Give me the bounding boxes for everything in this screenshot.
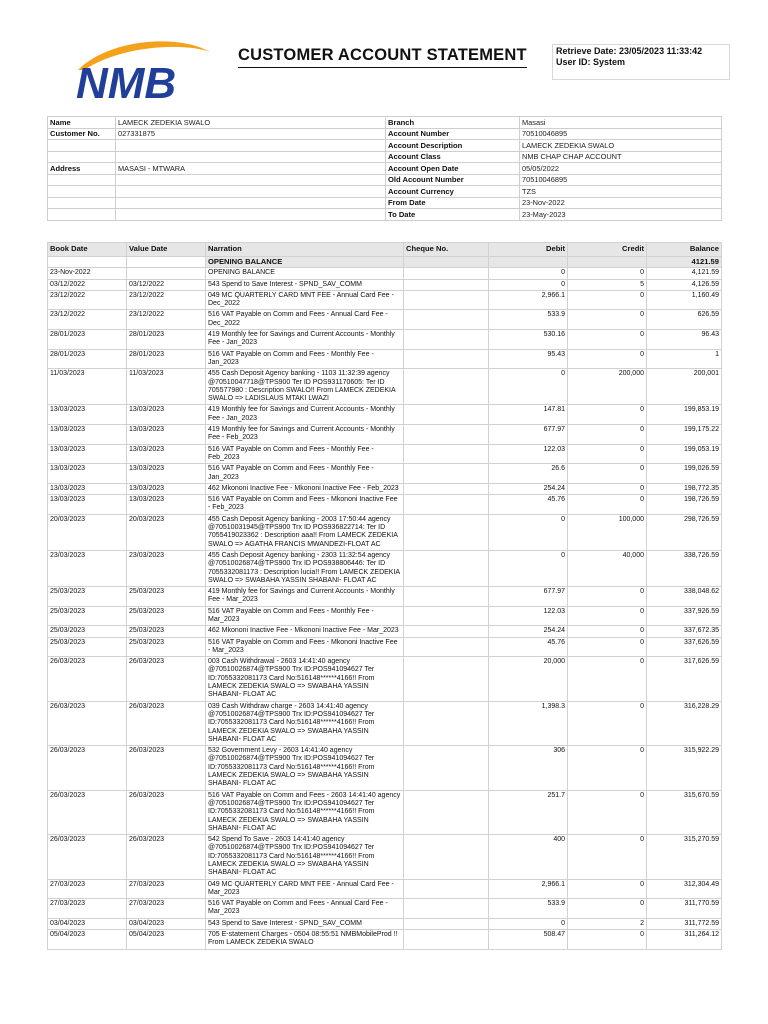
transaction-row bbox=[48, 495, 722, 515]
book-date-cell: 05/04/2023 bbox=[48, 930, 127, 950]
balance-cell: 315,270.59 bbox=[647, 835, 722, 879]
empty-cell bbox=[568, 257, 647, 268]
debit-cell: 508.47 bbox=[489, 930, 568, 950]
name-label: Name bbox=[48, 117, 116, 129]
value-date-cell: 26/03/2023 bbox=[127, 835, 206, 879]
debit-cell: 26.6 bbox=[489, 464, 568, 484]
balance-cell: 200,001 bbox=[647, 369, 722, 405]
debit-cell: 2,966.1 bbox=[489, 290, 568, 310]
value-date-cell: 25/03/2023 bbox=[127, 626, 206, 637]
opening-balance-amount: 4121.59 bbox=[647, 257, 722, 268]
branch-label: Branch bbox=[386, 117, 520, 129]
book-date-cell: 27/03/2023 bbox=[48, 899, 127, 919]
book-date-cell: 28/01/2023 bbox=[48, 330, 127, 350]
cheque-no-cell bbox=[404, 550, 489, 586]
value-date-cell: 27/03/2023 bbox=[127, 899, 206, 919]
value-date-cell bbox=[127, 268, 206, 279]
transaction-row bbox=[48, 587, 722, 607]
balance-cell: 198,772.35 bbox=[647, 483, 722, 494]
account-currency-value: TZS bbox=[520, 186, 722, 198]
cheque-no-cell bbox=[404, 746, 489, 790]
balance-cell: 4,126.59 bbox=[647, 279, 722, 290]
transaction-row bbox=[48, 790, 722, 834]
book-date-cell: 28/01/2023 bbox=[48, 349, 127, 369]
account-description-value: LAMECK ZEDEKIA SWALO bbox=[520, 140, 722, 152]
credit-cell: 0 bbox=[568, 425, 647, 445]
transaction-row bbox=[48, 483, 722, 494]
debit-cell: 0 bbox=[489, 550, 568, 586]
transaction-row bbox=[48, 930, 722, 950]
credit-cell: 0 bbox=[568, 626, 647, 637]
book-date-cell: 25/03/2023 bbox=[48, 606, 127, 626]
transaction-row bbox=[48, 626, 722, 637]
balance-cell: 337,672.35 bbox=[647, 626, 722, 637]
value-date-cell: 28/01/2023 bbox=[127, 330, 206, 350]
narration-cell: 049 MC QUARTERLY CARD MNT FEE - Annual Card Fee - Dec_2022 bbox=[206, 290, 404, 310]
value-date-cell: 20/03/2023 bbox=[127, 514, 206, 550]
value-date-cell: 25/03/2023 bbox=[127, 587, 206, 607]
cheque-no-cell bbox=[404, 405, 489, 425]
book-date-cell: 23/03/2023 bbox=[48, 550, 127, 586]
account-class-value: NMB CHAP CHAP ACCOUNT bbox=[520, 151, 722, 163]
cheque-no-cell bbox=[404, 310, 489, 330]
book-date-cell: 25/03/2023 bbox=[48, 626, 127, 637]
header-credit: Credit bbox=[568, 243, 647, 257]
narration-cell: 003 Cash Withdrawal - 2603 14:41:40 agency @70510026874@TPS900 Trx ID:POS941094627 Ter ID:7055332081173 Card No:516148******4166!! From LAMECK ZEDEKIA SWALO => SWABAHA YASSIN SHABANI- FLOAT AC bbox=[206, 657, 404, 701]
credit-cell: 0 bbox=[568, 444, 647, 464]
empty-cell bbox=[48, 186, 116, 198]
credit-cell: 0 bbox=[568, 349, 647, 369]
value-date-cell: 13/03/2023 bbox=[127, 483, 206, 494]
narration-cell: 705 E-statement Charges - 0504 08:55:51 NMBMobileProd !! From LAMECK ZEDEKIA SWALO bbox=[206, 930, 404, 950]
address-value: MASASI - MTWARA bbox=[116, 163, 386, 175]
balance-cell: 4,121.59 bbox=[647, 268, 722, 279]
transaction-row bbox=[48, 701, 722, 745]
account-open-date-label: Account Open Date bbox=[386, 163, 520, 175]
transaction-row bbox=[48, 657, 722, 701]
transaction-row bbox=[48, 330, 722, 350]
value-date-cell: 05/04/2023 bbox=[127, 930, 206, 950]
debit-cell: 147.81 bbox=[489, 405, 568, 425]
narration-cell: 543 Spend to Save Interest - SPND_SAV_COMM bbox=[206, 918, 404, 929]
credit-cell: 0 bbox=[568, 606, 647, 626]
narration-cell: 462 Mkononi Inactive Fee - Mkononi Inactive Fee - Feb_2023 bbox=[206, 483, 404, 494]
opening-balance-row bbox=[48, 257, 722, 268]
cheque-no-cell bbox=[404, 587, 489, 607]
credit-cell: 0 bbox=[568, 899, 647, 919]
to-date-value: 23-May-2023 bbox=[520, 209, 722, 221]
transaction-row bbox=[48, 279, 722, 290]
debit-cell: 251.7 bbox=[489, 790, 568, 834]
book-date-cell: 25/03/2023 bbox=[48, 587, 127, 607]
balance-cell: 311,770.59 bbox=[647, 899, 722, 919]
value-date-cell: 26/03/2023 bbox=[127, 701, 206, 745]
cheque-no-cell bbox=[404, 514, 489, 550]
narration-cell: 455 Cash Deposit Agency banking - 1103 11:32:39 agency @70510047718@TPS900 Ter ID POS931170605: Ter ID 705577980 : Description SWALO!! From LAMECK ZEDEKIA SWALO => LADISLAUS MTAKI LWAZI bbox=[206, 369, 404, 405]
transaction-row bbox=[48, 879, 722, 899]
empty-cell bbox=[127, 257, 206, 268]
book-date-cell: 26/03/2023 bbox=[48, 657, 127, 701]
narration-cell: 455 Cash Deposit Agency banking - 2003 17:50:44 agency @70510031945@TPS900 Trx ID POS936822714: Ter ID 7055419023362 : Description aaa!! From LAMECK ZEDEKIA SWALO => AGATHA FRANCIS MWANDEZI-FLOAT AC bbox=[206, 514, 404, 550]
empty-cell bbox=[116, 209, 386, 221]
debit-cell: 400 bbox=[489, 835, 568, 879]
credit-cell: 0 bbox=[568, 290, 647, 310]
balance-cell: 317,626.59 bbox=[647, 657, 722, 701]
transactions-table bbox=[47, 242, 722, 950]
debit-cell: 0 bbox=[489, 268, 568, 279]
transaction-row bbox=[48, 464, 722, 484]
opening-balance-label: OPENING BALANCE bbox=[206, 257, 404, 268]
credit-cell: 0 bbox=[568, 790, 647, 834]
value-date-cell: 25/03/2023 bbox=[127, 637, 206, 657]
debit-cell: 20,000 bbox=[489, 657, 568, 701]
cheque-no-cell bbox=[404, 657, 489, 701]
credit-cell: 2 bbox=[568, 918, 647, 929]
book-date-cell: 03/12/2022 bbox=[48, 279, 127, 290]
branch-value: Masasi bbox=[520, 117, 722, 129]
value-date-cell: 23/12/2022 bbox=[127, 290, 206, 310]
debit-cell: 254.24 bbox=[489, 626, 568, 637]
header-narration: Narration bbox=[206, 243, 404, 257]
transaction-row bbox=[48, 899, 722, 919]
credit-cell: 0 bbox=[568, 879, 647, 899]
transaction-row bbox=[48, 550, 722, 586]
cheque-no-cell bbox=[404, 899, 489, 919]
empty-cell bbox=[116, 174, 386, 186]
narration-cell: 516 VAT Payable on Comm and Fees - Annual Card Fee - Dec_2022 bbox=[206, 310, 404, 330]
from-date-value: 23-Nov-2022 bbox=[520, 197, 722, 209]
narration-cell: 516 VAT Payable on Comm and Fees - Monthly Fee - Mar_2023 bbox=[206, 606, 404, 626]
empty-cell bbox=[489, 257, 568, 268]
transaction-row bbox=[48, 606, 722, 626]
empty-cell bbox=[48, 151, 116, 163]
debit-cell: 122.03 bbox=[489, 606, 568, 626]
debit-cell: 0 bbox=[489, 918, 568, 929]
cheque-no-cell bbox=[404, 835, 489, 879]
value-date-cell: 28/01/2023 bbox=[127, 349, 206, 369]
empty-cell bbox=[48, 174, 116, 186]
balance-cell: 337,626.59 bbox=[647, 637, 722, 657]
credit-cell: 5 bbox=[568, 279, 647, 290]
cheque-no-cell bbox=[404, 464, 489, 484]
balance-cell: 315,922.29 bbox=[647, 746, 722, 790]
narration-cell: 516 VAT Payable on Comm and Fees - Annual Card Fee - Mar_2023 bbox=[206, 899, 404, 919]
empty-cell bbox=[48, 140, 116, 152]
name-value: LAMECK ZEDEKIA SWALO bbox=[116, 117, 386, 129]
transaction-row bbox=[48, 514, 722, 550]
logo-text: NMB bbox=[76, 59, 177, 106]
debit-cell: 122.03 bbox=[489, 444, 568, 464]
balance-cell: 315,670.59 bbox=[647, 790, 722, 834]
cheque-no-cell bbox=[404, 268, 489, 279]
book-date-cell: 13/03/2023 bbox=[48, 483, 127, 494]
book-date-cell: 20/03/2023 bbox=[48, 514, 127, 550]
old-account-number-label: Old Account Number bbox=[386, 174, 520, 186]
credit-cell: 0 bbox=[568, 701, 647, 745]
book-date-cell: 26/03/2023 bbox=[48, 701, 127, 745]
book-date-cell: 13/03/2023 bbox=[48, 495, 127, 515]
value-date-cell: 13/03/2023 bbox=[127, 444, 206, 464]
book-date-cell: 13/03/2023 bbox=[48, 444, 127, 464]
debit-cell: 0 bbox=[489, 514, 568, 550]
customer-no-value: 027331875 bbox=[116, 128, 386, 140]
balance-cell: 199,026.59 bbox=[647, 464, 722, 484]
balance-cell: 199,175.22 bbox=[647, 425, 722, 445]
customer-no-label: Customer No. bbox=[48, 128, 116, 140]
balance-cell: 338,048.62 bbox=[647, 587, 722, 607]
narration-cell: 542 Spend To Save - 2603 14:41:40 agency @70510026874@TPS900 Trx ID:POS941094627 Ter ID:7055332081173 Card No:516148******4166!! From LAMECK ZEDEKIA SWALO => SWABAHA YASSIN SHABANI- FLOAT AC bbox=[206, 835, 404, 879]
header-balance: Balance bbox=[647, 243, 722, 257]
balance-cell: 338,726.59 bbox=[647, 550, 722, 586]
credit-cell: 0 bbox=[568, 495, 647, 515]
credit-cell: 0 bbox=[568, 835, 647, 879]
cheque-no-cell bbox=[404, 444, 489, 464]
narration-cell: 516 VAT Payable on Comm and Fees - Monthly Fee - Jan_2023 bbox=[206, 349, 404, 369]
debit-cell: 0 bbox=[489, 279, 568, 290]
narration-cell: 049 MC QUARTERLY CARD MNT FEE - Annual Card Fee - Mar_2023 bbox=[206, 879, 404, 899]
balance-cell: 1,160.49 bbox=[647, 290, 722, 310]
transaction-row bbox=[48, 835, 722, 879]
credit-cell: 100,000 bbox=[568, 514, 647, 550]
narration-cell: 516 VAT Payable on Comm and Fees - Mkononi Inactive Fee - Mar_2023 bbox=[206, 637, 404, 657]
account-description-label: Account Description bbox=[386, 140, 520, 152]
narration-cell: 516 VAT Payable on Comm and Fees - Monthly Fee - Jan_2023 bbox=[206, 464, 404, 484]
balance-cell: 312,304.49 bbox=[647, 879, 722, 899]
value-date-cell: 27/03/2023 bbox=[127, 879, 206, 899]
value-date-cell: 13/03/2023 bbox=[127, 405, 206, 425]
debit-cell: 677.97 bbox=[489, 425, 568, 445]
credit-cell: 0 bbox=[568, 746, 647, 790]
book-date-cell: 03/04/2023 bbox=[48, 918, 127, 929]
header-value-date: Value Date bbox=[127, 243, 206, 257]
narration-cell: 039 Cash Withdraw charge - 2603 14:41:40 agency @70510026874@TPS900 Trx ID:POS941094627 Ter ID:7055332081173 Card No:516148******4166!! From LAMECK ZEDEKIA SWALO => SWABAHA YASSIN SHABANI- FLOAT AC bbox=[206, 701, 404, 745]
transaction-row bbox=[48, 369, 722, 405]
credit-cell: 0 bbox=[568, 657, 647, 701]
debit-cell: 45.76 bbox=[489, 637, 568, 657]
narration-cell: 419 Monthly fee for Savings and Current Accounts - Monthly Fee - Feb_2023 bbox=[206, 425, 404, 445]
value-date-cell: 23/12/2022 bbox=[127, 310, 206, 330]
account-currency-label: Account Currency bbox=[386, 186, 520, 198]
account-info-table bbox=[47, 116, 722, 221]
book-date-cell: 26/03/2023 bbox=[48, 790, 127, 834]
cheque-no-cell bbox=[404, 495, 489, 515]
cheque-no-cell bbox=[404, 626, 489, 637]
balance-cell: 199,853.19 bbox=[647, 405, 722, 425]
account-number-value: 70510046895 bbox=[520, 128, 722, 140]
debit-cell: 533.9 bbox=[489, 899, 568, 919]
debit-cell: 533.9 bbox=[489, 310, 568, 330]
book-date-cell: 13/03/2023 bbox=[48, 464, 127, 484]
header-debit: Debit bbox=[489, 243, 568, 257]
debit-cell: 45.76 bbox=[489, 495, 568, 515]
credit-cell: 40,000 bbox=[568, 550, 647, 586]
balance-cell: 316,228.29 bbox=[647, 701, 722, 745]
debit-cell: 677.97 bbox=[489, 587, 568, 607]
cheque-no-cell bbox=[404, 930, 489, 950]
empty-cell bbox=[48, 209, 116, 221]
value-date-cell: 13/03/2023 bbox=[127, 495, 206, 515]
address-label: Address bbox=[48, 163, 116, 175]
cheque-no-cell bbox=[404, 279, 489, 290]
transaction-row bbox=[48, 425, 722, 445]
debit-cell: 95.43 bbox=[489, 349, 568, 369]
from-date-label: From Date bbox=[386, 197, 520, 209]
value-date-cell: 13/03/2023 bbox=[127, 425, 206, 445]
credit-cell: 0 bbox=[568, 405, 647, 425]
book-date-cell: 13/03/2023 bbox=[48, 405, 127, 425]
balance-cell: 626.59 bbox=[647, 310, 722, 330]
old-account-number-value: 70510046895 bbox=[520, 174, 722, 186]
balance-cell: 298,726.59 bbox=[647, 514, 722, 550]
transaction-row bbox=[48, 637, 722, 657]
transaction-row bbox=[48, 290, 722, 310]
transaction-row bbox=[48, 405, 722, 425]
cheque-no-cell bbox=[404, 879, 489, 899]
transaction-row bbox=[48, 268, 722, 279]
narration-cell: 462 Mkononi Inactive Fee - Mkononi Inactive Fee - Mar_2023 bbox=[206, 626, 404, 637]
credit-cell: 0 bbox=[568, 310, 647, 330]
narration-cell: 516 VAT Payable on Comm and Fees - Monthly Fee - Feb_2023 bbox=[206, 444, 404, 464]
header-cheque-no: Cheque No. bbox=[404, 243, 489, 257]
empty-cell bbox=[404, 257, 489, 268]
empty-cell bbox=[116, 151, 386, 163]
narration-cell: 516 VAT Payable on Comm and Fees - Mkononi Inactive Fee - Feb_2023 bbox=[206, 495, 404, 515]
value-date-cell: 26/03/2023 bbox=[127, 790, 206, 834]
empty-cell bbox=[116, 197, 386, 209]
narration-cell: 516 VAT Payable on Comm and Fees - 2603 14:41:40 agency @70510026874@TPS900 Trx ID:POS941094627 Ter ID:7055332081173 Card No:516148******4166!! From LAMECK ZEDEKIA SWALO => SWABAHA YASSIN SHABANI- FLOAT AC bbox=[206, 790, 404, 834]
cheque-no-cell bbox=[404, 330, 489, 350]
empty-cell bbox=[48, 257, 127, 268]
value-date-cell: 25/03/2023 bbox=[127, 606, 206, 626]
credit-cell: 0 bbox=[568, 637, 647, 657]
book-date-cell: 26/03/2023 bbox=[48, 746, 127, 790]
book-date-cell: 23-Nov-2022 bbox=[48, 268, 127, 279]
balance-cell: 96.43 bbox=[647, 330, 722, 350]
cheque-no-cell bbox=[404, 425, 489, 445]
book-date-cell: 13/03/2023 bbox=[48, 425, 127, 445]
balance-cell: 199,053.19 bbox=[647, 444, 722, 464]
transaction-row bbox=[48, 444, 722, 464]
narration-cell: OPENING BALANCE bbox=[206, 268, 404, 279]
debit-cell: 0 bbox=[489, 369, 568, 405]
cheque-no-cell bbox=[404, 790, 489, 834]
account-number-label: Account Number bbox=[386, 128, 520, 140]
narration-cell: 419 Monthly fee for Savings and Current Accounts - Monthly Fee - Mar_2023 bbox=[206, 587, 404, 607]
value-date-cell: 03/12/2022 bbox=[127, 279, 206, 290]
empty-cell bbox=[48, 197, 116, 209]
account-class-label: Account Class bbox=[386, 151, 520, 163]
value-date-cell: 03/04/2023 bbox=[127, 918, 206, 929]
narration-cell: 455 Cash Deposit Agency banking - 2303 11:32:54 agency @70510026874@TPS900 Trx ID POS938806446: Ter ID 7055332081173 : Description lucia!! From LAMECK ZEDEKIA SWALO => SWABAHA YASSIN SHABANI- FLOAT AC bbox=[206, 550, 404, 586]
transaction-row bbox=[48, 349, 722, 369]
balance-cell: 198,726.59 bbox=[647, 495, 722, 515]
cheque-no-cell bbox=[404, 637, 489, 657]
to-date-label: To Date bbox=[386, 209, 520, 221]
balance-cell: 311,264.12 bbox=[647, 930, 722, 950]
value-date-cell: 23/03/2023 bbox=[127, 550, 206, 586]
header-book-date: Book Date bbox=[48, 243, 127, 257]
narration-cell: 419 Monthly fee for Savings and Current Accounts - Monthly Fee - Jan_2023 bbox=[206, 330, 404, 350]
value-date-cell: 11/03/2023 bbox=[127, 369, 206, 405]
debit-cell: 2,966.1 bbox=[489, 879, 568, 899]
book-date-cell: 26/03/2023 bbox=[48, 835, 127, 879]
balance-cell: 1 bbox=[647, 349, 722, 369]
cheque-no-cell bbox=[404, 701, 489, 745]
cheque-no-cell bbox=[404, 606, 489, 626]
nmb-logo bbox=[70, 40, 215, 106]
narration-cell: 543 Spend to Save Interest - SPND_SAV_COMM bbox=[206, 279, 404, 290]
debit-cell: 306 bbox=[489, 746, 568, 790]
debit-cell: 1,398.3 bbox=[489, 701, 568, 745]
credit-cell: 0 bbox=[568, 268, 647, 279]
credit-cell: 0 bbox=[568, 330, 647, 350]
credit-cell: 200,000 bbox=[568, 369, 647, 405]
debit-cell: 254.24 bbox=[489, 483, 568, 494]
cheque-no-cell bbox=[404, 483, 489, 494]
cheque-no-cell bbox=[404, 369, 489, 405]
transaction-row bbox=[48, 746, 722, 790]
book-date-cell: 23/12/2022 bbox=[48, 310, 127, 330]
credit-cell: 0 bbox=[568, 930, 647, 950]
book-date-cell: 25/03/2023 bbox=[48, 637, 127, 657]
balance-cell: 311,772.59 bbox=[647, 918, 722, 929]
transaction-row bbox=[48, 918, 722, 929]
balance-cell: 337,926.59 bbox=[647, 606, 722, 626]
value-date-cell: 26/03/2023 bbox=[127, 657, 206, 701]
value-date-cell: 26/03/2023 bbox=[127, 746, 206, 790]
credit-cell: 0 bbox=[568, 464, 647, 484]
book-date-cell: 23/12/2022 bbox=[48, 290, 127, 310]
account-open-date-value: 05/05/2022 bbox=[520, 163, 722, 175]
debit-cell: 530.16 bbox=[489, 330, 568, 350]
retrieve-date: Retrieve Date: 23/05/2023 11:33:42 bbox=[556, 46, 703, 56]
credit-cell: 0 bbox=[568, 483, 647, 494]
credit-cell: 0 bbox=[568, 587, 647, 607]
empty-cell bbox=[116, 186, 386, 198]
retrieve-info-box bbox=[552, 44, 730, 80]
narration-cell: 532 Government Levy - 2603 14:41:40 agency @70510026874@TPS900 Trx ID:POS941094627 Ter ID:7055332081173 Card No:516148******4166!! From LAMECK ZEDEKIA SWALO => SWABAHA YASSIN SHABANI- FLOAT AC bbox=[206, 746, 404, 790]
cheque-no-cell bbox=[404, 349, 489, 369]
book-date-cell: 11/03/2023 bbox=[48, 369, 127, 405]
statement-title: CUSTOMER ACCOUNT STATEMENT bbox=[238, 46, 527, 68]
cheque-no-cell bbox=[404, 918, 489, 929]
book-date-cell: 27/03/2023 bbox=[48, 879, 127, 899]
transaction-row bbox=[48, 310, 722, 330]
empty-cell bbox=[116, 140, 386, 152]
value-date-cell: 13/03/2023 bbox=[127, 464, 206, 484]
user-id: User ID: System bbox=[556, 57, 626, 67]
cheque-no-cell bbox=[404, 290, 489, 310]
narration-cell: 419 Monthly fee for Savings and Current Accounts - Monthly Fee - Jan_2023 bbox=[206, 405, 404, 425]
